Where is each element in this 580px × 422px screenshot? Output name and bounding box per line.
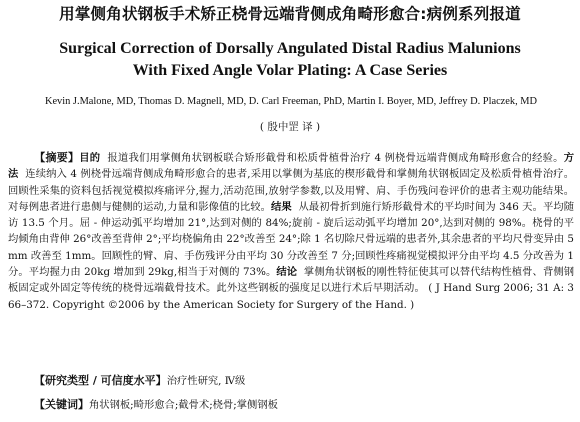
results-label: 结果 — [270, 200, 292, 213]
study-type-label: 【研究类型 / 可信度水平】 — [34, 374, 167, 387]
chinese-title: 用掌侧角状钢板手术矫正桡骨远端背侧成角畸形愈合:病例系列报道 — [59, 5, 521, 23]
purpose-label: 目的 — [79, 152, 101, 164]
translator-credit: ( 殷中罡 译 ) — [259, 121, 321, 133]
keywords-line — [34, 396, 572, 412]
methods-label: 方法 — [8, 152, 575, 181]
english-title-line-2: With Fixed Angle Volar Plating: A Case Series — [132, 62, 448, 79]
study-type-value: 治疗性研究, Ⅳ级 — [166, 375, 246, 387]
purpose-text: 报道我们用掌侧角状钢板联合矫形截骨和松质骨植骨治疗 4 例桡骨远端背侧成角畸形愈合的经验。 — [107, 152, 564, 164]
results-text: 从最初骨折到施行矫形截骨术的平均时间为 346 天。平均随访 13.5 个月。屈 - 伸运动弧平均增加 21°,达到对侧的 84%;旋前 - 旋后运动弧平均增加 20°,达到对侧的 98%。桡骨的平均倾角由背伸 26°改善至背伸 2°;平均桡偏角由 22°改善至 24°;除 1 名切除尺骨远端的患者外,其余患者的平均尺骨变异由 5mm 改善至 1mm。回顾性的臂、肩、手伤残评分由平均 30 分改善至 7 分;回顾性疼痛视觉模拟评分由平均 4.5 分改善为 1 分。平均握力由 20kg 增加到 29kg,相当于对侧的 73%。 — [8, 200, 575, 279]
english-title-line-1: Surgical Correction of Dorsally Angulated Distal Radius Malunions — [59, 40, 521, 57]
keywords-label: 【关键词】 — [34, 398, 89, 411]
abstract-label: 【摘要】 — [34, 151, 80, 164]
abstract-paragraph — [8, 150, 574, 313]
study-type-line — [34, 372, 572, 388]
methods-text: 连续纳入 4 例桡骨远端背侧成角畸形愈合的患者,采用以掌侧为基底的楔形截骨和掌侧角状钢板固定及松质骨植骨治疗。回顾性采集的资料包括视觉模拟疼痛评分,握力,活动范围,放射学参数,以及用臂、肩、手伤残问卷评价的患者主观功能结果。对每例患者进行患侧与健侧的运动,力量和影像值的比较。 — [8, 168, 575, 213]
conclusion-text: 掌侧角状钢板的刚性特征使其可以替代结构性植骨、背侧钢板固定或外固定等传统的桡骨远端截骨技术。此外这些钢板的强度足以进行术后早期活动。 — [8, 266, 575, 295]
author-list: Kevin J.Malone, MD, Thomas D. Magnell, MD, D. Carl Freeman, PhD, Martin I. Boyer, MD, Jeffrey D. Placzek, MD — [44, 96, 538, 107]
keywords-value: 角状钢板;畸形愈合;截骨术;桡骨;掌侧钢板 — [89, 399, 278, 411]
conclusion-label: 结论 — [276, 266, 298, 279]
citation-text: ( J Hand Surg 2006; 31 A: 366–372. Copyright ©2006 by the American Society for Surgery of the Hand. ) — [8, 282, 574, 311]
